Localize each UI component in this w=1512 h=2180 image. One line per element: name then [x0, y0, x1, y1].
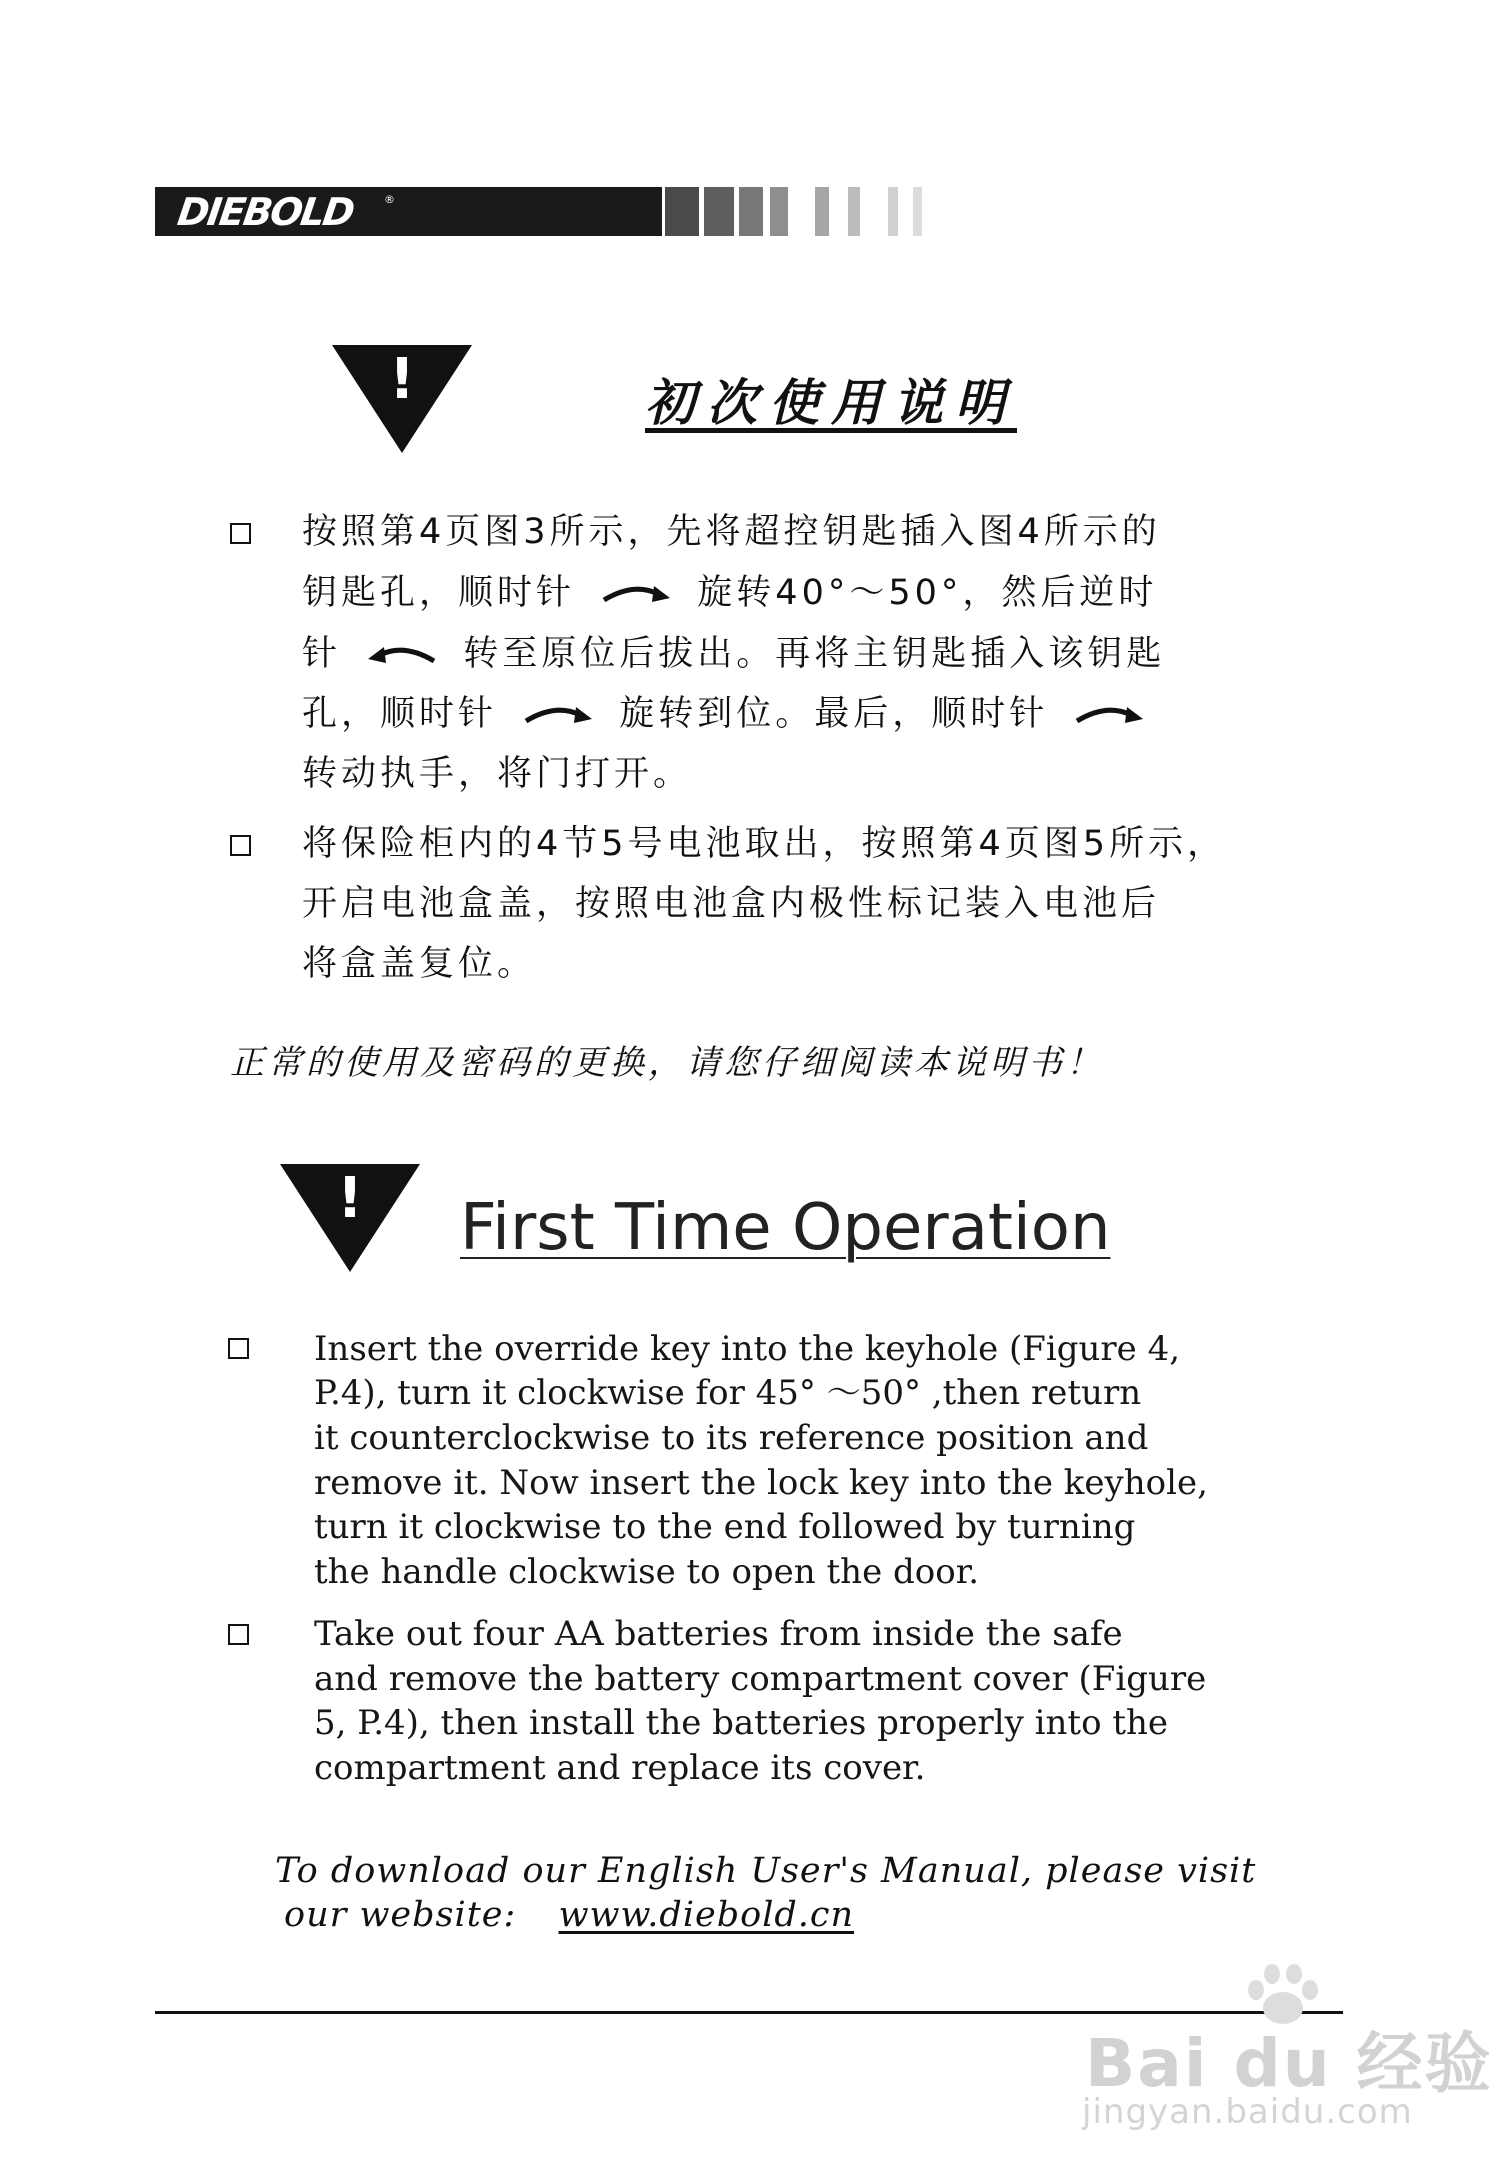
checkbox-item-2	[230, 835, 251, 856]
exclamation-icon: !	[337, 1166, 363, 1231]
header-stripe-4	[770, 187, 788, 236]
download-note-prefix: our website:	[284, 1895, 517, 1935]
clockwise-arrow-icon	[522, 703, 594, 727]
en-item2-line2: and remove the battery compartment cover (Figure	[314, 1659, 1207, 1699]
cn-item2-line2: 开启电池盒盖，按照电池盒内极性标记装入电池后	[302, 884, 1161, 924]
en-item1-line6: the handle clockwise to open the door.	[314, 1552, 980, 1592]
header-stripe-1	[665, 187, 699, 236]
header-stripe-8	[913, 187, 922, 236]
cn-item1-text-d: 转至原位后拔出。再将主钥匙插入该钥匙	[463, 634, 1166, 674]
cn-item1-text-b: 旋转40°～50°，然后逆时	[697, 573, 1158, 613]
clockwise-arrow-icon	[600, 582, 672, 606]
cn-item1-line3	[302, 632, 1165, 676]
chinese-note: 正常的使用及密码的更换，请您仔细阅读本说明书！	[230, 1043, 1104, 1083]
cn-item1-line2	[302, 571, 1157, 615]
clockwise-arrow-icon	[1073, 703, 1145, 727]
en-item1-line4: remove it. Now insert the lock key into the keyhole,	[314, 1463, 1208, 1503]
cn-item1-line5: 转动执手，将门打开。	[302, 754, 693, 794]
exclamation-icon: !	[389, 347, 415, 412]
website-link[interactable]: www.diebold.cn	[558, 1895, 855, 1935]
header-stripe-5	[815, 187, 829, 236]
cn-item1-line4	[302, 692, 1155, 736]
cn-item1-text-e: 孔，顺时针	[302, 694, 498, 734]
download-note-line1: To download our English User's Manual, please visit	[275, 1851, 1257, 1891]
download-note-line2	[284, 1893, 854, 1938]
registered-mark: ®	[384, 193, 395, 206]
watermark-brand: Bai du 经验	[1085, 2025, 1493, 2102]
watermark-url: jingyan.baidu.com	[1082, 2092, 1413, 2132]
brand-logo: DIEBOLD	[174, 190, 356, 234]
header-stripe-2	[704, 187, 734, 236]
en-item2-line4: compartment and replace its cover.	[314, 1748, 926, 1788]
header-stripe-7	[888, 187, 898, 236]
counterclockwise-arrow-icon	[366, 643, 438, 667]
checkbox-item-1	[230, 523, 251, 544]
en-item1-line5: turn it clockwise to the end followed by turning	[314, 1507, 1136, 1547]
header-stripe-3	[739, 187, 763, 236]
en-item1-line1: Insert the override key into the keyhole (Figure 4,	[314, 1329, 1181, 1369]
en-item2-line1: Take out four AA batteries from inside the safe	[314, 1614, 1123, 1654]
cn-item2-line3: 将盒盖复位。	[302, 944, 537, 984]
cn-item1-text-f: 旋转到位。最后，顺时针	[619, 694, 1049, 734]
checkbox-item-1	[228, 1338, 249, 1359]
cn-item1-line1: 按照第4页图3所示，先将超控钥匙插入图4所示的	[302, 512, 1161, 552]
cn-item1-text-a: 钥匙孔，顺时针	[302, 573, 576, 613]
en-item1-line3: it counterclockwise to its reference position and	[314, 1418, 1149, 1458]
cn-item1-text-c: 针	[302, 634, 342, 674]
en-item1-line2: P.4), turn it clockwise for 45° ～50° ,then return	[314, 1373, 1142, 1413]
en-item2-line3: 5, P.4), then install the batteries properly into the	[314, 1703, 1169, 1743]
english-title: First Time Operation	[460, 1191, 1111, 1265]
header-stripe-6	[848, 187, 860, 236]
checkbox-item-2	[228, 1624, 249, 1645]
cn-item2-line1: 将保险柜内的4节5号电池取出，按照第4页图5所示，	[302, 824, 1227, 864]
chinese-title: 初次使用说明	[645, 373, 1017, 432]
